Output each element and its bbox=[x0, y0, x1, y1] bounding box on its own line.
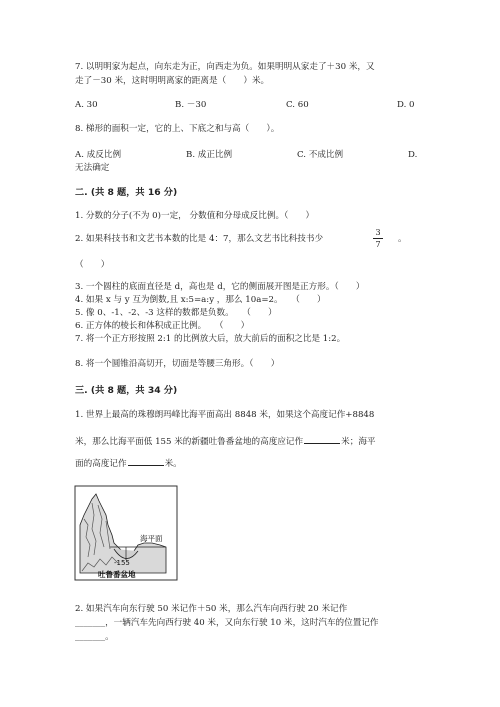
answer-blank[interactable] bbox=[128, 457, 164, 466]
q8-option-b: B. 成正比例 bbox=[186, 150, 233, 160]
s2-item-1: 1. 分数的分子(不为 0)一定， 分数值和分母成反比例。（ ） bbox=[75, 211, 315, 221]
figure-label-depth: -155 bbox=[114, 559, 130, 567]
s2-item-6: 6. 正方体的棱长和体积成正比例。 （ ） bbox=[75, 321, 250, 331]
q7-option-c: C. 60 bbox=[286, 100, 309, 110]
s2-item-3: 3. 一个圆柱的底面直径是 d，高也是 d，它的侧面展开图是正方形。（ ） bbox=[75, 282, 365, 292]
q8-option-d: D. bbox=[408, 150, 418, 160]
s3-q1-line3-text: 面的高度记作 bbox=[75, 459, 127, 469]
fraction-denominator: 7 bbox=[375, 240, 381, 249]
s2-item-4: 4. 如果 x 与 y 互为倒数,且 x:5=a:y ，那么 10a=2。 （ ） bbox=[75, 295, 326, 305]
q7-option-a: A. 30 bbox=[75, 100, 98, 110]
q8-option-d-cont: 无法确定 bbox=[75, 163, 110, 173]
s3-q1-line2-tail: 米；海平 bbox=[341, 437, 376, 447]
s3-q1-line1: 1. 世界上最高的珠穆朗玛峰比海平面高出 8848 米，如果这个高度记作+8848 bbox=[75, 410, 375, 420]
figure-label-sea: 海平面 bbox=[140, 534, 163, 543]
q7-option-d: D. 0 bbox=[397, 100, 415, 110]
fraction-bar bbox=[373, 238, 383, 239]
elevation-figure bbox=[74, 485, 178, 581]
s2-item-5: 5. 像 0、-1、-2、-3 这样的数都是负数。 （ ） bbox=[75, 308, 277, 318]
q8-option-a: A. 成反比例 bbox=[75, 150, 122, 160]
q8-stem: 8. 梯形的面积一定，它的上、下底之和与高（ ）。 bbox=[75, 124, 280, 134]
s3-q1-line2-text: 米，那么比海平面低 155 米的新疆吐鲁番盆地的高度应记作 bbox=[75, 437, 304, 447]
s3-q2-line3: _______。 bbox=[75, 632, 114, 642]
q7-stem-line2: 走了－30 米，这时明明离家的距离是（ ）米。 bbox=[75, 76, 270, 86]
q7-stem-line1: 7. 以明明家为起点，向东走为正，向西走为负。如果明明从家走了＋30 米，又 bbox=[75, 62, 375, 72]
s3-q1-line3-tail: 米。 bbox=[164, 459, 182, 469]
section2-heading: 二. (共 8 题，共 16 分) bbox=[75, 187, 178, 198]
s3-q2-line2: _______，一辆汽车先向西行驶 40 米，又向东行驶 10 米，这时汽车的位置记作 bbox=[75, 618, 379, 628]
s3-q1-line2 bbox=[75, 435, 376, 448]
fraction-numerator: 3 bbox=[375, 228, 381, 237]
figure-label-basin: 吐鲁番盆地 bbox=[98, 570, 136, 579]
section3-heading: 三. (共 8 题，共 34 分) bbox=[75, 385, 178, 396]
s2-item-7: 7. 将一个正方形按照 2:1 的比例放大后，放大前后的面积之比是 1:2。 bbox=[75, 334, 346, 344]
s3-q2-line1: 2. 如果汽车向东行驶 50 米记作＋50 米，那么汽车向西行驶 20 米记作 bbox=[75, 604, 348, 614]
s2-item-8: 8. 将一个圆锥沿高切开，切面是等腰三角形。（ ） bbox=[75, 359, 280, 369]
answer-blank[interactable] bbox=[304, 435, 340, 444]
s2-fraction bbox=[373, 228, 383, 249]
q7-option-b: B. －30 bbox=[175, 100, 207, 110]
s2-item-2: 2. 如果科技书和文艺书本数的比是 4：7，那么文艺书比科技书少 bbox=[75, 234, 324, 244]
s2-item-2-cont: （ ） bbox=[75, 260, 110, 270]
s2-item-2-end: 。 bbox=[398, 234, 407, 244]
q8-option-c: C. 不成比例 bbox=[297, 150, 344, 160]
s3-q1-line3 bbox=[75, 457, 182, 470]
